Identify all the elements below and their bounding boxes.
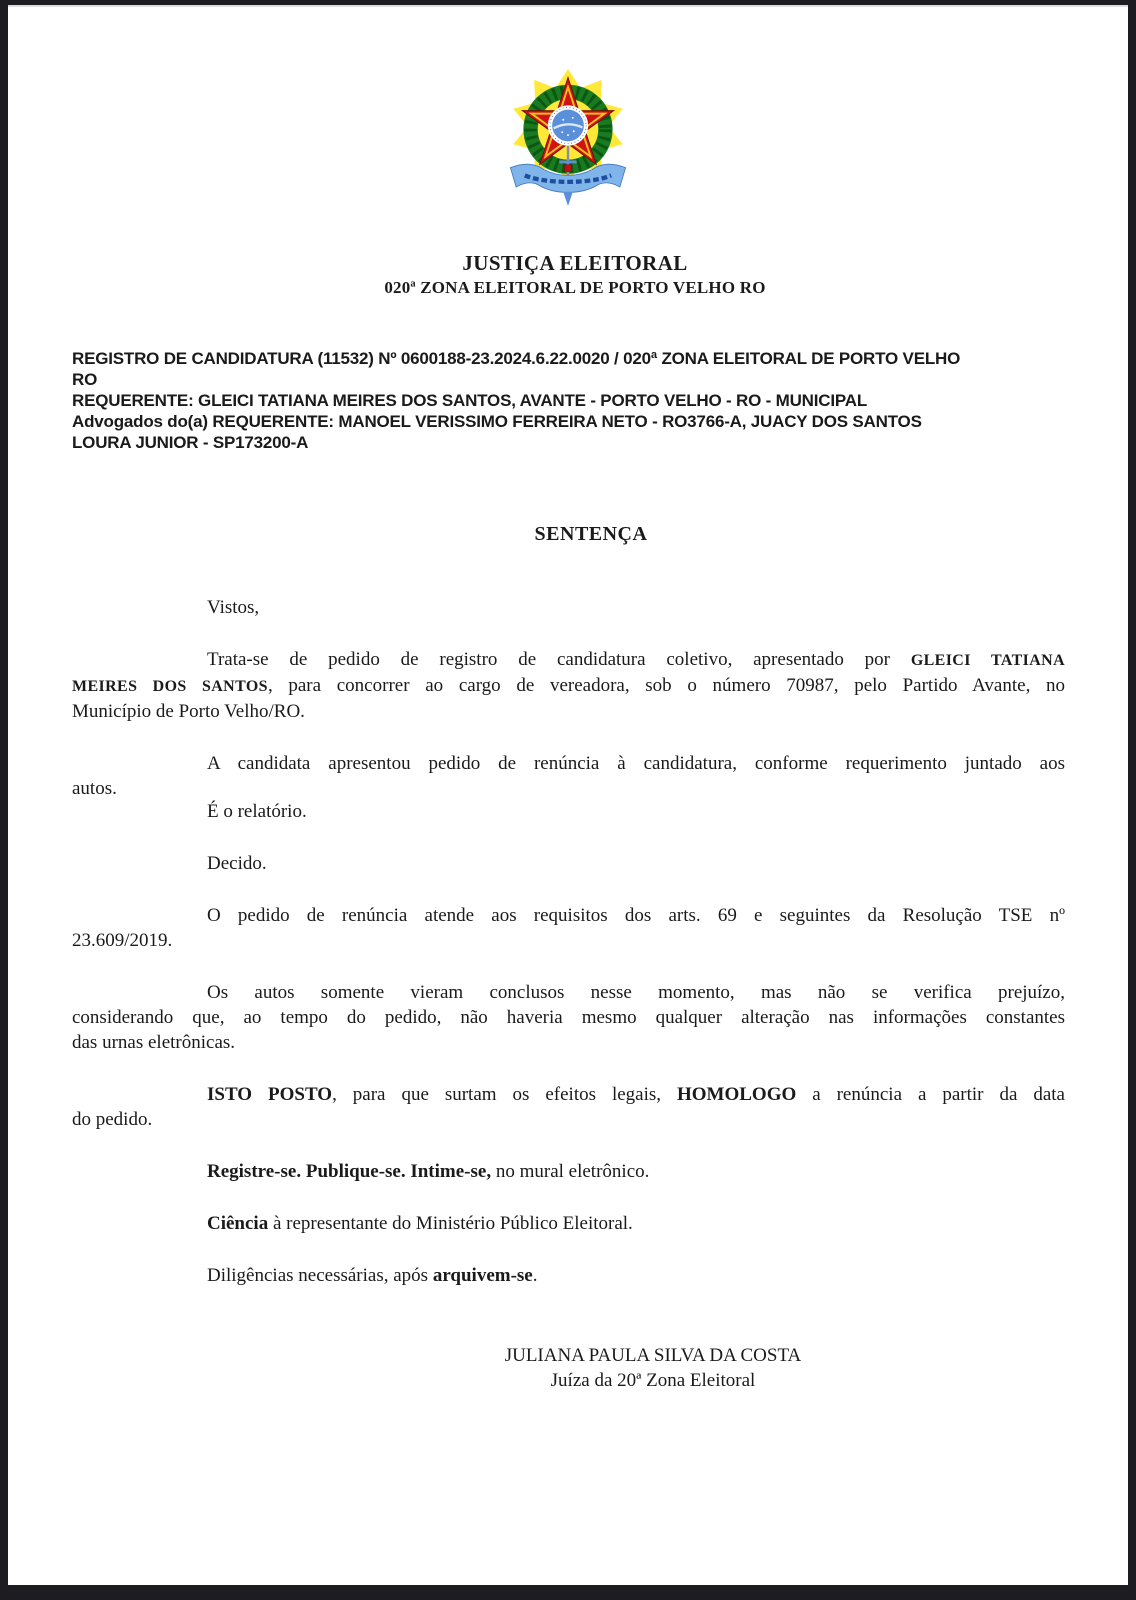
text-line: Os autos somente vieram conclusos nesse momento, mas não se verifica prejuízo,: [207, 982, 1065, 1003]
text-line: Trata-se de pedido de registro de candidatura coletivo, apresentado por GLEICI TATIANA: [207, 649, 1065, 670]
coat-of-arms-icon: [503, 66, 633, 208]
body-paragraph: [72, 799, 1065, 824]
electoral-zone-subtitle: 020ª ZONA ELEITORAL DE PORTO VELHO RO: [384, 278, 766, 297]
body-paragraph: [72, 1211, 1065, 1236]
text-line: das urnas eletrônicas.: [72, 1032, 236, 1053]
judge-role: Juíza da 20ª Zona Eleitoral: [550, 1370, 756, 1391]
body-paragraph: [72, 751, 1065, 801]
signature-block: [8, 1343, 1128, 1393]
body-paragraph: [72, 1082, 1065, 1132]
text-line: Vistos,: [207, 597, 260, 618]
body-paragraph: [72, 980, 1065, 1055]
case-header-line: REGISTRO DE CANDIDATURA (11532) Nº 0600188-23.2024.6.22.0020 / 020ª ZONA ELEITORAL DE PORTO VELHO: [72, 349, 961, 368]
sentence-body: [72, 595, 1065, 1288]
body-paragraph: [72, 647, 1065, 724]
body-paragraph: [72, 903, 1065, 953]
body-paragraph: [72, 851, 1065, 876]
case-header-line: Advogados do(a) REQUERENTE: MANOEL VERISSIMO FERREIRA NETO - RO3766-A, JUACY DOS SANTOS: [72, 412, 922, 431]
text-line: Município de Porto Velho/RO.: [72, 701, 305, 722]
body-paragraph: [72, 1159, 1065, 1184]
judge-name: JULIANA PAULA SILVA DA COSTA: [504, 1345, 802, 1366]
text-line: A candidata apresentou pedido de renúncia à candidatura, conforme requerimento juntado aos: [207, 753, 1065, 774]
text-line: Diligências necessárias, após arquivem-se.: [207, 1265, 538, 1286]
text-line: É o relatório.: [207, 801, 307, 822]
text-line: ISTO POSTO, para que surtam os efeitos legais, HOMOLOGO a renúncia a partir da data: [207, 1084, 1065, 1105]
court-title: JUSTIÇA ELEITORAL: [462, 251, 688, 275]
text-line: O pedido de renúncia atende aos requisitos dos arts. 69 e seguintes da Resolução TSE nº: [207, 905, 1065, 926]
text-line: autos.: [72, 778, 117, 799]
sentence-title: SENTENÇA: [534, 523, 648, 545]
text-line: MEIRES DOS SANTOS, para concorrer ao cargo de vereadora, sob o número 70987, pelo Partido Avante, no: [72, 675, 1065, 696]
case-header: [72, 348, 1065, 453]
body-paragraph: [72, 595, 1065, 620]
text-line: 23.609/2019.: [72, 930, 173, 951]
text-line: Registre-se. Publique-se. Intime-se, no mural eletrônico.: [207, 1161, 650, 1182]
case-header-line: REQUERENTE: GLEICI TATIANA MEIRES DOS SANTOS, AVANTE - PORTO VELHO - RO - MUNICIPAL: [72, 391, 868, 410]
text-line: Decido.: [207, 853, 267, 874]
text-line: Ciência à representante do Ministério Público Eleitoral.: [207, 1213, 633, 1234]
document-page: [8, 5, 1128, 1585]
case-header-line: RO: [72, 370, 98, 389]
text-line: do pedido.: [72, 1109, 153, 1130]
body-paragraph: [72, 1263, 1065, 1288]
case-header-line: LOURA JUNIOR - SP173200-A: [72, 433, 309, 452]
text-line: considerando que, ao tempo do pedido, não haveria mesmo qualquer alteração nas informações constantes: [72, 1007, 1065, 1028]
